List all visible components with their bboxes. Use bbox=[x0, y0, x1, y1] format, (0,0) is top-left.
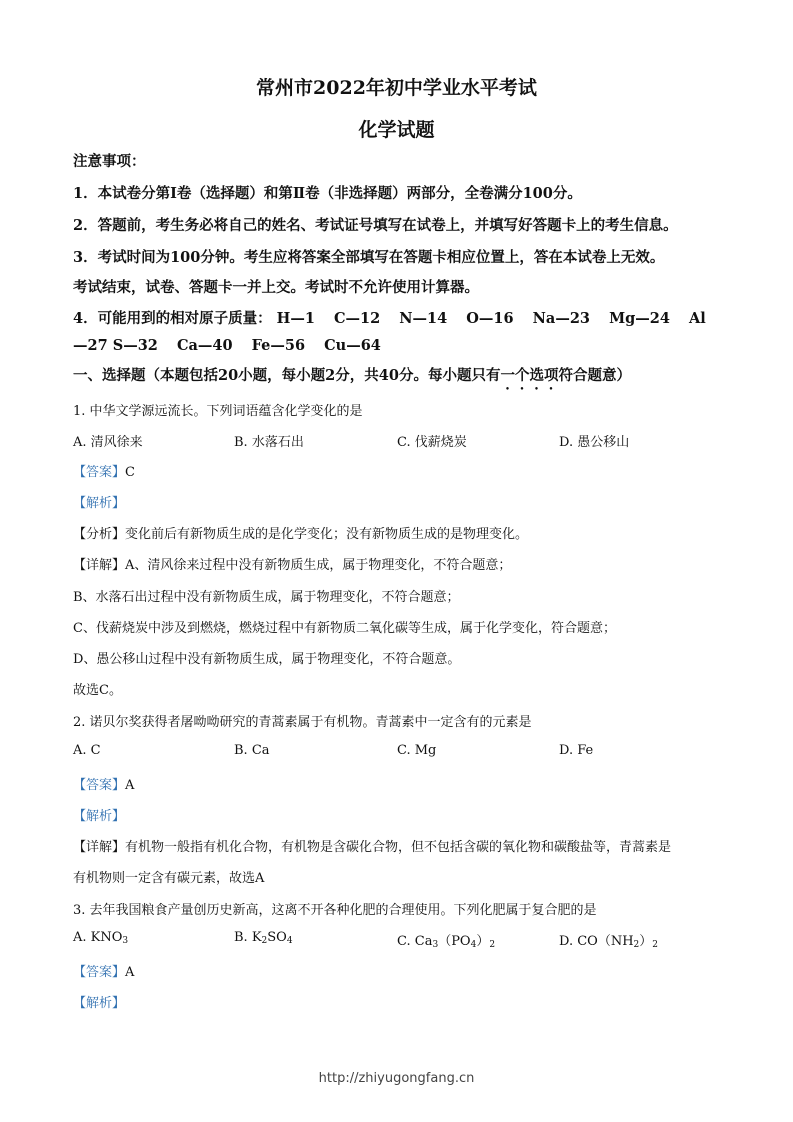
section-heading-text: 一、选择题（本题包括20小题，每小题2分，共40分。每小题只有 bbox=[73, 367, 501, 384]
answer-value: C bbox=[125, 465, 135, 480]
q3-option-c-sub2: 4 bbox=[470, 940, 477, 950]
footer-url[interactable]: http://zhiyugongfang.cn bbox=[318, 1071, 475, 1086]
answer-tag: 【答案】 bbox=[73, 778, 126, 793]
atomic-mass: Ca—40 bbox=[176, 337, 233, 354]
q1-detail-a bbox=[73, 554, 733, 573]
q1-option-d: D. 愚公移山 bbox=[559, 435, 630, 450]
q3-option-c-mid: （PO bbox=[438, 934, 471, 949]
q3-option-b-sub2: 4 bbox=[286, 936, 293, 946]
q3-answer bbox=[73, 961, 733, 980]
notice-item-4 bbox=[73, 307, 733, 328]
q3-analysis-tag: 【解析】 bbox=[73, 996, 126, 1011]
q1-fenxi bbox=[73, 523, 733, 542]
atomic-mass: H—1 bbox=[276, 310, 315, 327]
atomic-mass: Fe—56 bbox=[251, 337, 306, 354]
q3-option-d-sub1: 2 bbox=[633, 940, 640, 950]
q2-stem: 2. 诺贝尔奖获得者屠呦呦研究的青蒿素属于有机物。青蒿素中一定含有的元素是 bbox=[73, 715, 532, 730]
q2-detail-2: 有机物则一定含有碳元素，故选A bbox=[73, 871, 265, 886]
q3-option-d-sub2: 2 bbox=[652, 940, 659, 950]
atomic-mass: O—16 bbox=[466, 310, 514, 327]
q2-answer bbox=[73, 774, 733, 793]
answer-value: A bbox=[125, 965, 135, 980]
q3-option-a-sub: 3 bbox=[122, 936, 129, 946]
notice-item-3a: 3．考试时间为100分钟。考生应将答案全部填写在答题卡相应位置上，答在本试卷上无效。 bbox=[73, 249, 665, 266]
atomic-mass: Al bbox=[689, 310, 706, 327]
fenxi-tag: 【分析】 bbox=[73, 527, 126, 542]
q3-option-d bbox=[559, 930, 658, 950]
atomic-mass: —27 S—32 bbox=[73, 337, 158, 354]
notice-heading: 注意事项： bbox=[73, 153, 146, 170]
q1-stem: 1. 中华文学源远流长。下列词语蕴含化学变化的是 bbox=[73, 404, 363, 419]
q2-option-d: D. Fe bbox=[559, 743, 594, 758]
answer-tag: 【答案】 bbox=[73, 465, 126, 480]
q3-option-a-text: A. KNO bbox=[73, 930, 123, 945]
q3-option-d-text: D. CO（NH bbox=[559, 934, 634, 949]
q3-stem: 3. 去年我国粮食产量创历史新高，这离不开各种化肥的合理使用。下列化肥属于复合肥的是 bbox=[73, 903, 597, 918]
q1-detail-b: B、水落石出过程中没有新物质生成，属于物理变化，不符合题意； bbox=[73, 590, 460, 605]
notice-item-1: 1．本试卷分第Ⅰ卷（选择题）和第Ⅱ卷（非选择题）两部分，全卷满分100分。 bbox=[73, 185, 582, 202]
atomic-mass: Mg—24 bbox=[609, 310, 670, 327]
q3-option-b-text: B. K bbox=[234, 930, 262, 945]
q3-option-d-post: ） bbox=[639, 934, 653, 949]
q1-detail-d: D、愚公移山过程中没有新物质生成，属于物理变化，不符合题意。 bbox=[73, 652, 461, 667]
answer-value: A bbox=[125, 778, 135, 793]
q1-detail-c: C、伐薪烧炭中涉及到燃烧，燃烧过程中有新物质二氧化碳等生成，属于化学变化，符合题意； bbox=[73, 621, 616, 636]
page-subtitle: 化学试题 bbox=[358, 119, 435, 141]
section-heading-emphasis: 一个选项 bbox=[500, 367, 559, 384]
q2-option-a: A. C bbox=[73, 743, 101, 758]
atomic-mass: Na—23 bbox=[532, 310, 590, 327]
atomic-mass: C—12 bbox=[334, 310, 381, 327]
q3-option-a bbox=[73, 930, 128, 946]
q2-option-b: B. Ca bbox=[234, 743, 270, 758]
q3-option-b-mid: SO bbox=[267, 930, 287, 945]
detail-text: A、清风徐来过程中没有新物质生成，属于物理变化，不符合题意； bbox=[125, 558, 512, 573]
atomic-mass: N—14 bbox=[399, 310, 448, 327]
q3-option-c-text: C. Ca bbox=[397, 934, 433, 949]
q3-option-c bbox=[397, 930, 495, 950]
notice-item-3b: 考试结束，试卷、答题卡一并上交。考试时不允许使用计算器。 bbox=[73, 279, 479, 296]
atomic-mass: Cu—64 bbox=[324, 337, 381, 354]
q1-option-c: C. 伐薪烧炭 bbox=[397, 435, 467, 450]
q1-answer bbox=[73, 461, 733, 480]
q3-option-b bbox=[234, 930, 293, 946]
q2-option-c: C. Mg bbox=[397, 743, 437, 758]
answer-tag: 【答案】 bbox=[73, 965, 126, 980]
section-heading bbox=[73, 364, 733, 393]
q3-option-b-sub1: 2 bbox=[261, 936, 268, 946]
notice-item-2: 2．答题前，考生务必将自己的姓名、考试证号填写在试卷上，并填写好答题卡上的考生信息。 bbox=[73, 217, 678, 234]
page-title: 常州市2022年初中学业水平考试 bbox=[256, 77, 537, 99]
q3-option-c-sub3: 2 bbox=[489, 940, 496, 950]
section-heading-text-end: 符合题意） bbox=[558, 367, 631, 384]
q2-analysis-tag: 【解析】 bbox=[73, 809, 126, 824]
detail-text: 有机物一般指有机化合物，有机物是含碳化合物，但不包括含碳的氧化物和碳酸盐等，青蒿素是 bbox=[125, 840, 672, 855]
q3-option-c-post: ） bbox=[476, 934, 490, 949]
atomic-mass-label: 4．可能用到的相对原子质量： bbox=[73, 310, 272, 327]
detail-tag: 【详解】 bbox=[73, 840, 126, 855]
detail-tag: 【详解】 bbox=[73, 558, 126, 573]
q1-analysis-tag: 【解析】 bbox=[73, 496, 126, 511]
q1-option-a: A. 清风徐来 bbox=[73, 435, 143, 450]
q1-conclusion: 故选C。 bbox=[73, 683, 122, 698]
q1-option-b: B. 水落石出 bbox=[234, 435, 304, 450]
fenxi-text: 变化前后有新物质生成的是化学变化；没有新物质生成的是物理变化。 bbox=[125, 527, 529, 542]
q3-option-c-sub1: 3 bbox=[432, 940, 439, 950]
q2-detail-1 bbox=[73, 836, 733, 855]
notice-item-4-cont bbox=[73, 337, 733, 354]
